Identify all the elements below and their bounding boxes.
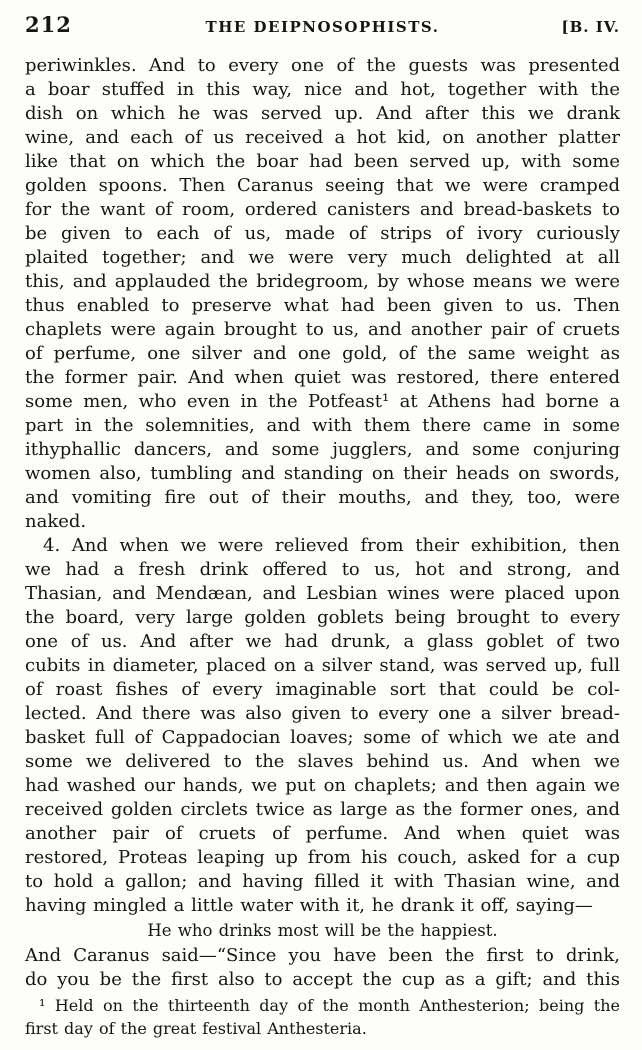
text-line: the former pair. And when quiet was restored, there entered — [25, 367, 620, 388]
footnote — [25, 994, 620, 1040]
text-line: this, and applauded the bridegroom, by whose means we were — [25, 271, 620, 292]
text-line: we had a fresh drink offered to us, hot and strong, and — [25, 559, 620, 580]
text-line: part in the solemnities, and with them there came in some — [25, 415, 620, 436]
text-line: ithyphallic dancers, and some jugglers, and some conjuring — [25, 439, 620, 460]
text-line: a boar stuffed in this way, nice and hot, together with the — [25, 79, 620, 100]
text-line: one of us. And after we had drunk, a glass goblet of two — [25, 631, 620, 652]
text-line: another pair of cruets of perfume. And when quiet was — [25, 823, 620, 844]
text-line: Thasian, and Mendæan, and Lesbian wines were placed upon — [25, 583, 620, 604]
text-line: dish on which he was served up. And after this we drank — [25, 103, 620, 124]
verse-quotation: He who drinks most will be the happiest. — [147, 921, 498, 940]
paragraph-2 — [25, 534, 620, 918]
text-line: 4. And when we were relieved from their exhibition, then — [43, 535, 620, 556]
text-line: naked. — [25, 511, 87, 532]
text-line: be given to each of us, made of strips of ivory curiously — [25, 223, 620, 244]
text-line: of perfume, one silver and one gold, of the same weight as — [25, 343, 620, 364]
text-line: chaplets were again brought to us, and another pair of cruets — [25, 319, 620, 340]
text-line: golden spoons. Then Caranus seeing that we were cramped — [25, 175, 620, 196]
text-line: plaited together; and we were very much delighted at all — [25, 247, 620, 268]
text-line: And Caranus said—“Since you have been the first to drink, — [25, 945, 620, 966]
text-line: thus enabled to preserve what had been given to us. Then — [25, 295, 620, 316]
text-line: periwinkles. And to every one of the guests was presented — [25, 55, 620, 76]
paragraph-3 — [25, 944, 620, 992]
footnote-line: ¹ Held on the thirteenth day of the month Anthesterion; being the — [39, 996, 620, 1015]
text-line: having mingled a little water with it, he drank it off, saying— — [25, 895, 593, 916]
text-line: like that on which the boar had been served up, with some — [25, 151, 620, 172]
page-header — [25, 12, 620, 42]
page-number: 212 — [25, 12, 72, 37]
text-line: to hold a gallon; and having filled it with Thasian wine, and — [25, 871, 620, 892]
text-line: the board, very large golden goblets being brought to every — [25, 607, 620, 628]
text-line: received golden circlets twice as large as the former ones, and — [25, 799, 620, 820]
text-line: cubits in diameter, placed on a silver stand, was served up, full — [25, 655, 620, 676]
text-line: some men, who even in the Potfeast¹ at Athens had borne a — [25, 391, 620, 412]
running-title: THE DEIPNOSOPHISTS. — [205, 18, 440, 36]
text-line: some we delivered to the slaves behind us. And when we — [25, 751, 620, 772]
text-line: wine, and each of us received a hot kid, on another platter — [25, 127, 620, 148]
text-line: women also, tumbling and standing on their heads on swords, — [25, 463, 620, 484]
book-reference: [B. IV. — [561, 18, 620, 36]
paragraph-1 — [25, 54, 620, 534]
text-line: had washed our hands, we put on chaplets; and then again we — [25, 775, 620, 796]
footnote-line: first day of the great festival Anthesteria. — [25, 1019, 367, 1038]
text-line: do you be the first also to accept the cup as a gift; and this — [25, 969, 620, 990]
text-line: and vomiting fire out of their mouths, and they, too, were — [25, 487, 620, 508]
text-line: of roast fishes of every imaginable sort that could be col- — [25, 679, 620, 700]
text-line: lected. And there was also given to every one a silver bread- — [25, 703, 620, 724]
text-line: basket full of Cappadocian loaves; some of which we ate and — [25, 727, 620, 748]
text-line: restored, Proteas leaping up from his couch, asked for a cup — [25, 847, 620, 868]
text-line: for the want of room, ordered canisters and bread-baskets to — [25, 199, 620, 220]
page-body — [25, 54, 620, 1040]
